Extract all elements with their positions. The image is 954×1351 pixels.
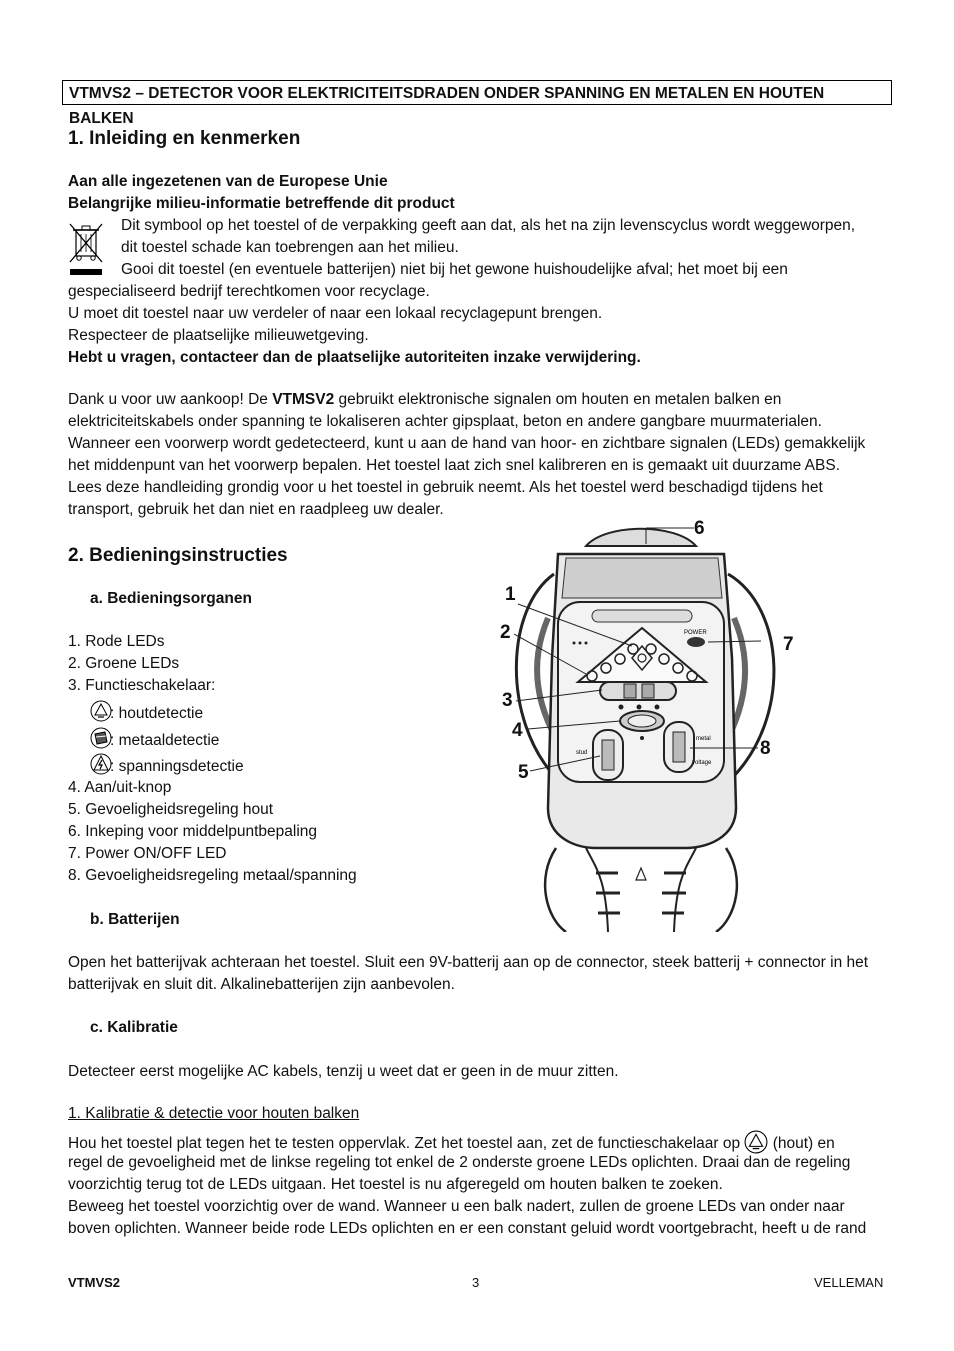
callout-3: 3 xyxy=(502,690,513,711)
metal-label: metal xyxy=(696,736,711,742)
intro-line1: Dank u voor uw aankoop! De VTMSV2 gebruikt elektronische signalen om houten en metalen balken en xyxy=(68,391,782,408)
callout-8: 8 xyxy=(760,738,771,759)
callout-7: 7 xyxy=(783,634,794,655)
intro-line2: elektriciteitskabels onder spanning te lokaliseren achter gipsplaat, beton en andere gangbare muurmaterialen. xyxy=(68,413,822,430)
weee-text-line3: Gooi dit toestel (en eventuele batterijen) niet bij het gewone huishoudelijke afval; het moet bij een xyxy=(121,261,788,278)
calibration-intro: Detecteer eerst mogelijke AC kabels, tenzij u weet dat er geen in de muur zitten. xyxy=(68,1063,619,1080)
list-item: 8. Gevoeligheidsregeling metaal/spanning xyxy=(68,867,357,884)
subheading-calibration: c. Kalibratie xyxy=(90,1019,178,1036)
calibration-line4: Beweeg het toestel voorzichtig over de wand. Wanneer u een balk nadert, zullen de groene LEDs van onder naar xyxy=(68,1198,845,1215)
intro-line3: Wanneer een voorwerp wordt gedetecteerd, kunt u aan de hand van hoor- en zichtbare signalen (LEDs) gemakkelijk xyxy=(68,435,866,452)
list-subitem-wood: : houtdetectie xyxy=(90,700,203,725)
voltage-label: voltage xyxy=(692,760,712,766)
list-item: 2. Groene LEDs xyxy=(68,655,180,672)
battery-line2: batterijvak en sluit dit. Alkalinebatterijen zijn aanbevolen. xyxy=(68,976,455,993)
eu-heading-line2: Belangrijke milieu-informatie betreffende dit product xyxy=(68,195,455,212)
calibration-line2: regel de gevoeligheid met de linkse regeling tot enkel de 2 onderste groene LEDs oplichten. Draai dan de regeling xyxy=(68,1154,851,1171)
metal-detection-icon xyxy=(90,727,110,747)
list-subitem-metal: : metaaldetectie xyxy=(90,727,219,752)
document-title: VTMVS2 – DETECTOR VOOR ELEKTRICITEITSDRADEN ONDER SPANNING EN METALEN EN HOUTEN BALKEN xyxy=(62,80,892,105)
footer-brand: VELLEMAN xyxy=(814,1275,884,1290)
list-subitem-voltage: : spanningsdetectie xyxy=(90,753,244,778)
eu-heading-line1: Aan alle ingezetenen van de Europese Unie xyxy=(68,173,388,190)
intro-line4: het middenpunt van het voorwerp bepalen. Het toestel laat zich snel kalibreren en is gemaakt uit duurzame ABS. xyxy=(68,457,841,474)
weee-bin-icon xyxy=(66,220,106,276)
stud-label: stud xyxy=(576,750,588,756)
subheading-batteries: b. Batterijen xyxy=(90,911,180,928)
section-heading-intro: 1. Inleiding en kenmerken xyxy=(68,128,301,149)
weee-text-line1: Dit symbool op het toestel of de verpakking geeft aan dat, als het na zijn levenscyclus wordt weggeworpen, xyxy=(121,217,856,234)
callout-2: 2 xyxy=(500,622,511,643)
intro-line6: transport, gebruik het dan niet en raadpleeg uw dealer. xyxy=(68,501,444,518)
section-heading-operation: 2. Bedieningsinstructies xyxy=(68,545,288,566)
footer-page-number: 3 xyxy=(472,1275,480,1290)
battery-line1: Open het batterijvak achteraan het toestel. Sluit een 9V-batterij aan op de connector, steek batterij + connector in het xyxy=(68,954,869,971)
weee-text-line5: U moet dit toestel naar uw verdeler of naar een lokaal recyclagepunt brengen. xyxy=(68,305,603,322)
wood-detection-icon xyxy=(744,1130,768,1154)
calibration-line3: voorzichtig terug tot de LEDs uitgaan. Het toestel is nu afgeregeld om houten balken te zoeken. xyxy=(68,1176,723,1193)
subheading-controls: a. Bedieningsorganen xyxy=(90,590,252,607)
list-item: 4. Aan/uit-knop xyxy=(68,779,172,796)
voltage-detection-icon xyxy=(90,753,110,773)
model-name: VTMSV2 xyxy=(272,391,335,408)
wood-detection-icon xyxy=(90,700,110,720)
weee-text-line2: dit toestel schade kan toebrengen aan het milieu. xyxy=(121,239,459,256)
callout-1: 1 xyxy=(505,584,516,605)
callout-5: 5 xyxy=(518,762,529,783)
device-diagram xyxy=(496,518,806,932)
intro-line5: Lees deze handleiding grondig voor u het toestel in gebruik neemt. Als het toestel werd beschadigd tijdens het xyxy=(68,479,823,496)
calibration-line1: Hou het toestel plat tegen het te testen oppervlak. Zet het toestel aan, zet de functieschakelaar op (hout) en xyxy=(68,1130,835,1155)
weee-text-line4: gespecialiseerd bedrijf terechtkomen voor recyclage. xyxy=(68,283,430,300)
calibration-subheading-wood: 1. Kalibratie & detectie voor houten balken xyxy=(68,1105,360,1122)
list-item: 5. Gevoeligheidsregeling hout xyxy=(68,801,274,818)
callout-4: 4 xyxy=(512,720,523,741)
list-item: 7. Power ON/OFF LED xyxy=(68,845,227,862)
weee-text-line7: Hebt u vragen, contacteer dan de plaatselijke autoriteiten inzake verwijdering. xyxy=(68,349,641,366)
power-label: POWER xyxy=(684,630,707,636)
calibration-line5: boven oplichten. Wanneer beide rode LEDs oplichten en er een constant geluid wordt voortgebracht, heeft u de rand xyxy=(68,1220,867,1237)
weee-text-line6: Respecteer de plaatselijke milieuwetgeving. xyxy=(68,327,369,344)
footer-model: VTMVS2 xyxy=(68,1275,121,1290)
callout-6: 6 xyxy=(694,518,705,539)
list-item: 6. Inkeping voor middelpuntbepaling xyxy=(68,823,318,840)
list-item: 1. Rode LEDs xyxy=(68,633,165,650)
list-item: 3. Functieschakelaar: xyxy=(68,677,216,694)
